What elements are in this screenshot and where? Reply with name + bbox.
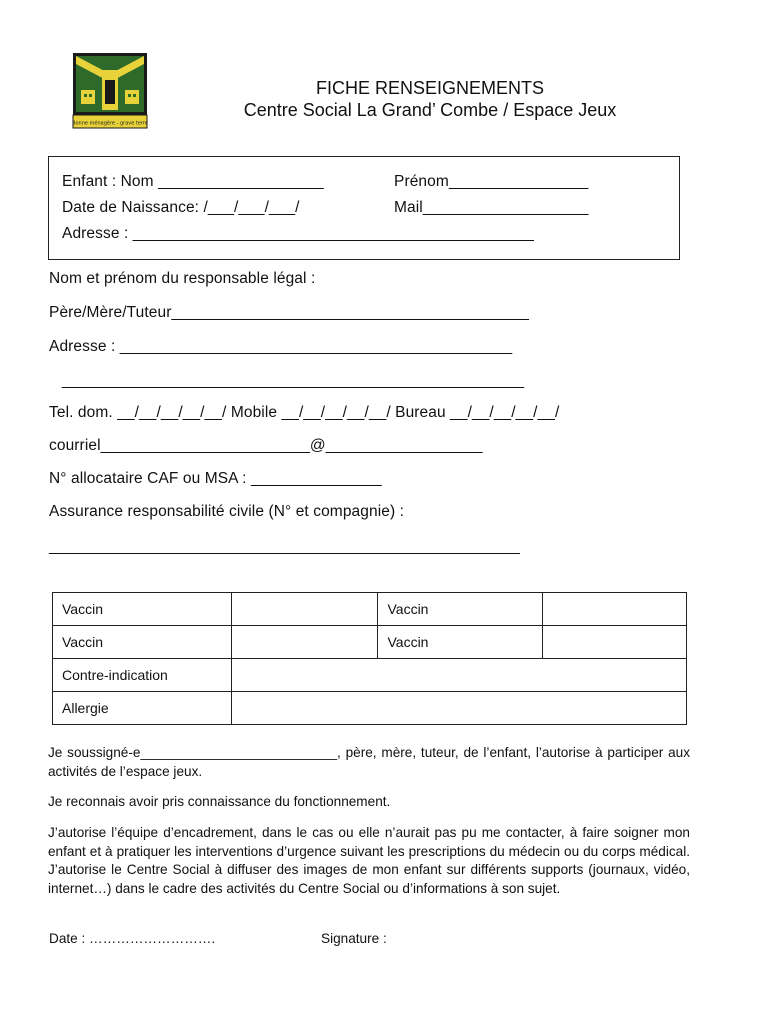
authorization-paragraph: J’autorise l’équipe d’encadrement, dans le cas ou elle n’aurait pas pu me contacter, à faire soigner mon enfant et à pratiquer les interventions d’urgence suivant les prescriptions du médecin ou du corps médical. J’autorise le Centre Social à diffuser des images de mon enfant sur différents supports (journaux, vidéo, internet…) dans le cadre des activités du Centre Social ou d’informations à son sujet. [48, 825, 690, 896]
logo [72, 52, 148, 130]
allergy-label: Allergie [53, 692, 232, 725]
contraindication-cell[interactable] [231, 659, 686, 692]
allergy-cell[interactable] [231, 692, 686, 725]
vaccine-label: Vaccin [378, 626, 543, 659]
table-row [53, 659, 687, 692]
email-field[interactable]: courriel________________________@__________________ [49, 437, 483, 454]
page-title: FICHE RENSEIGNEMENTS [315, 78, 545, 98]
guardian-heading: Nom et prénom du responsable légal : [49, 270, 316, 287]
vaccine-cell[interactable] [231, 593, 378, 626]
child-name-field[interactable]: Enfant : Nom ___________________ [62, 173, 324, 190]
insurance-label: Assurance responsabilité civile (N° et compagnie) : [49, 503, 405, 520]
guardian-address-line2[interactable]: _____________________________________________________ [62, 372, 525, 389]
contraindication-label: Contre-indication [53, 659, 232, 692]
insurance-field[interactable]: ______________________________________________________ [49, 538, 520, 555]
table-row [53, 692, 687, 725]
table-row [53, 593, 687, 626]
table-row [53, 626, 687, 659]
child-mail-field[interactable]: Mail___________________ [394, 199, 589, 216]
child-birthdate-field[interactable]: Date de Naissance: /___/___/___/ [62, 199, 300, 216]
vaccine-label: Vaccin [53, 626, 232, 659]
acknowledgement-paragraph: Je reconnais avoir pris connaissance du fonctionnement. [48, 794, 391, 809]
phone-fields[interactable]: Tel. dom. __/__/__/__/__/ Mobile __/__/__/__/__/ Bureau __/__/__/__/__/ [49, 404, 560, 421]
caf-number-field[interactable]: N° allocataire CAF ou MSA : _______________ [49, 470, 382, 487]
guardian-name-field[interactable]: Père/Mère/Tuteur_________________________________________ [49, 304, 530, 321]
date-field[interactable]: Date : ………………………. [49, 931, 216, 946]
vaccine-cell[interactable] [543, 593, 687, 626]
vaccine-label: Vaccin [378, 593, 543, 626]
page-subtitle: Centre Social La Grand’ Combe / Espace Jeux [243, 100, 617, 120]
guardian-address-field[interactable]: Adresse : _____________________________________________ [49, 338, 513, 355]
signature-field[interactable]: Signature : [321, 931, 387, 946]
coat-of-arms-icon [72, 52, 148, 130]
logo-motto: Bonne ménagère - grave terre [72, 120, 148, 127]
vaccine-cell[interactable] [231, 626, 378, 659]
child-address-field[interactable]: Adresse : ______________________________________________ [62, 225, 534, 242]
consent-paragraph: Je soussigné-e__________________________, père, mère, tuteur, de l’enfant, l’autorise à participer aux activités de l’espace jeux. [48, 745, 690, 779]
child-firstname-field[interactable]: Prénom________________ [394, 173, 589, 190]
vaccine-label: Vaccin [53, 593, 232, 626]
vaccine-cell[interactable] [543, 626, 687, 659]
vaccine-table [52, 592, 687, 725]
